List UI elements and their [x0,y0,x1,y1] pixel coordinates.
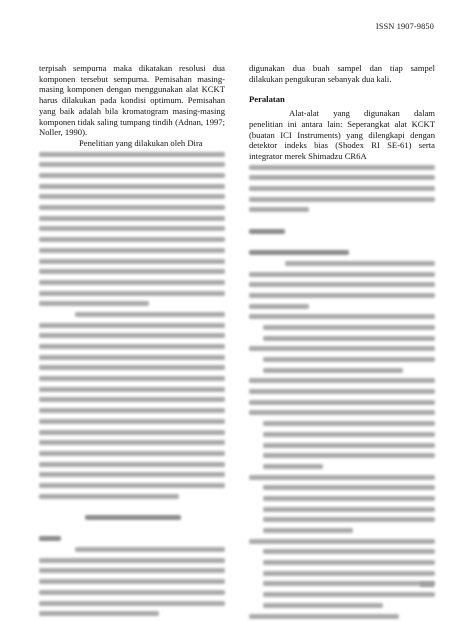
left-blurred-text [39,149,225,619]
left-paragraph-1: terpisah sempurna maka dikatakan resolusi dua komponen tersebut sempurna. Pemisahan masing-masing komponen dengan menggunakan alat KCKT harus dilakukan pada kondisi optimum. Pemisahan yang baik adalah bila kromatogram masing-masing komponen tidak saling tumpang tindih (Adnan, 1997; Noller, 1990). [39,63,225,138]
right-column [249,63,435,621]
section-heading-peralatan: Peralatan [249,94,285,105]
page-number [420,582,434,587]
left-column [39,63,225,619]
right-paragraph-2: Alat-alat yang digunakan dalam penelitian ini antara lain: Seperangkat alat KCKT (buatan ICI Instruments) yang dilengkapi dengan detektor indeks bias (Shodex RI SE-61) serta integrator merek Shimadzu CR6A [249,108,435,161]
right-blurred-text [249,162,435,621]
right-paragraph-1: digunakan dua buah sampel dan tiap sampel dilakukan pengukuran sebanyak dua kali. [249,63,435,84]
issn-label: ISSN 1907-9850 [375,22,434,31]
left-paragraph-2-start: Penelitian yang dilakukan oleh Dira [79,137,203,148]
